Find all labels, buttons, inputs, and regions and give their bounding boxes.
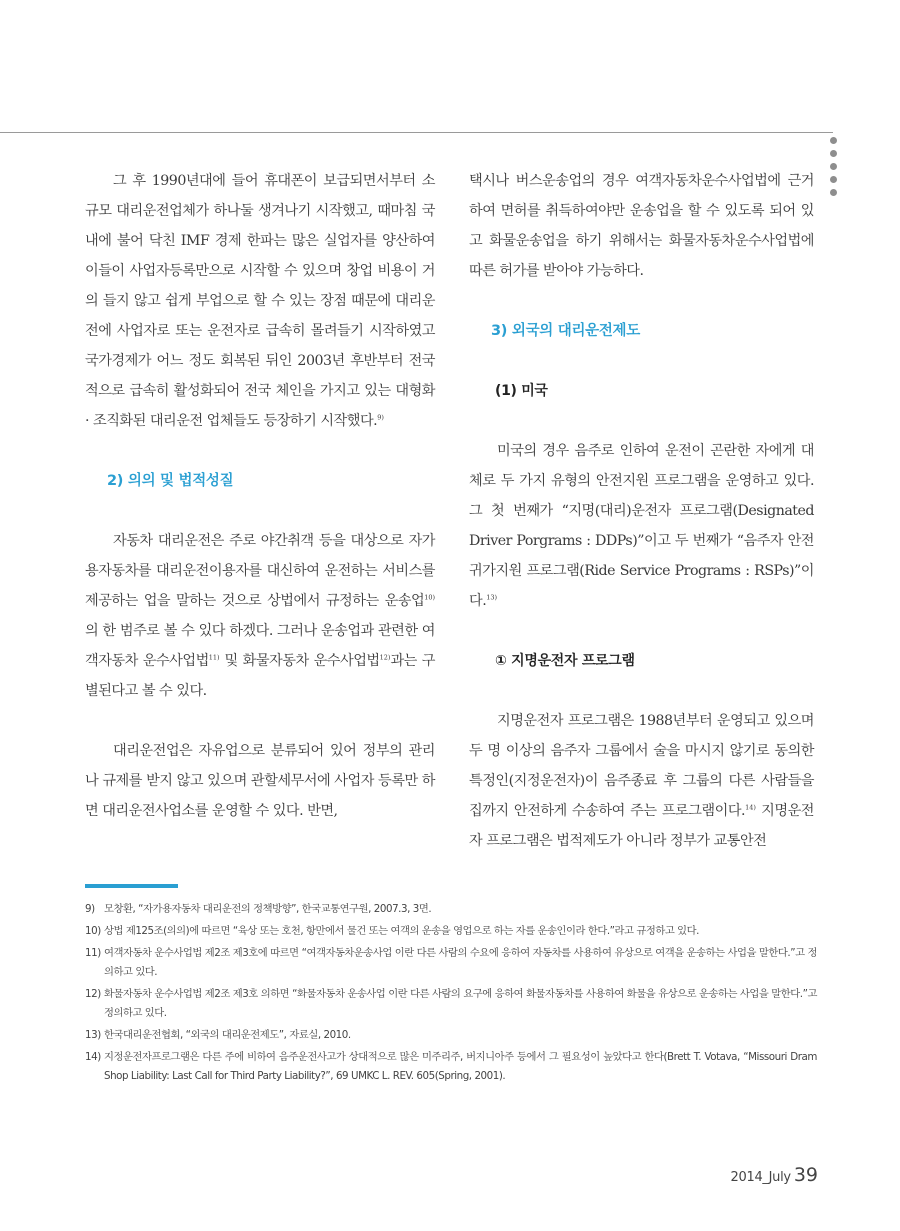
paragraph-designated-driver: 지명운전자 프로그램은 1988년부터 운영되고 있으며 두 명 이상의 음주자 그룹에서 술을 마시지 않기로 동의한 특정인(지정운전자)이 음주종료 후 그룹의 다른 사람들을 집까지 안전하게 수송하여 주는 프로그램이다.$^{14)}$ 지명운전자 프로그램은 법적제도가 아니라 정부가 교통안전 (469, 713, 814, 849)
paragraph-definition: 자동차 대리운전은 주로 야간취객 등을 대상으로 자가용자동차를 대리운전이용자를 대신하여 운전하는 서비스를 제공하는 업을 말하는 것으로 상법에서 규정하는 운송업$^{10)}$의 한 범주로 볼 수 있다 하겠다. 그러나 운송업과 관련한 여객자동차 운수사업법$^{11)}$ 및 화물자동차 운수사업법$^{12)}$과는 구별된다고 볼 수 있다. (85, 533, 435, 699)
dot (830, 150, 837, 157)
page-number: 39 (793, 1164, 818, 1186)
dot (830, 137, 837, 144)
header-rule (0, 132, 833, 133)
issue-label: 2014_July (730, 1170, 791, 1185)
footnote-rule (85, 884, 178, 888)
dot (830, 189, 837, 196)
section-heading-2: 2) 의의 및 법적성질 (107, 473, 234, 489)
section-heading-3: 3) 외국의 대리운전제도 (491, 323, 640, 339)
footnote: 12) 화물자동차 운수사업법 제2조 제3호 의하면 “화물자동차 운송사업 이란 다른 사람의 요구에 응하여 화물자동차를 사용하여 화물을 유상으로 운송하는 사업을 말한다.”고 정의하고 있다. (85, 988, 817, 1019)
paragraph-taxi: 택시나 버스운송업의 경우 여객자동차운수사업법에 근거하여 면허를 취득하여야만 운송업을 할 수 있도록 되어 있고 화물운송업을 하기 위해서는 화물자동차운수사업법에 따른 허가를 받아야 가능하다. (469, 173, 814, 279)
paragraph-history: 그 후 1990년대에 들어 휴대폰이 보급되면서부터 소규모 대리운전업체가 하나둘 생겨나기 시작했고, 때마침 국내에 불어 닥친 IMF 경제 한파는 많은 실업자를 양산하여 이들이 사업자등록만으로 시작할 수 있으며 창업 비용이 거의 들지 않고 쉽게 부업으로 할 수 있는 장점 때문에 대리운전에 사업자로 또는 운전자로 급속히 몰려들기 시작하였고 국가경제가 어느 정도 회복된 뒤인 2003년 후반부터 전국적으로 급속히 활성화되어 전국 체인을 가지고 있는 대형화 · 조직화된 대리운전 업체들도 등장하기 시작했다.$^{9)}$ (85, 173, 435, 429)
footnote: 11) 여객자동차 운수사업법 제2조 제3호에 따르면 “여객자동차운송사업 이란 다른 사람의 수요에 응하여 자동차를 사용하여 유상으로 여객을 운송하는 사업을 말한다.”고 정의하고 있다. (85, 947, 817, 978)
left-column (85, 166, 435, 826)
subheading-designated-driver: ① 지명운전자 프로그램 (495, 653, 635, 669)
footnote: 13) 한국대리운전협회, “외국의 대리운전제도”, 자료실, 2010. (85, 1029, 351, 1041)
right-column (469, 166, 814, 856)
dot (830, 163, 837, 170)
subheading-usa: (1) 미국 (495, 383, 548, 399)
page-footer (700, 1164, 818, 1186)
footnote: 10) 상법 제125조(의의)에 따르면 “육상 또는 호천, 항만에서 물건 또는 여객의 운송을 영업으로 하는 자를 운송인이라 한다.”라고 규정하고 있다. (85, 925, 699, 937)
dot (830, 176, 837, 183)
decorative-dots (829, 137, 839, 202)
paragraph-regulation: 대리운전업은 자유업으로 분류되어 있어 정부의 관리나 규제를 받지 않고 있으며 관할세무서에 사업자 등록만 하면 대리운전사업소를 운영할 수 있다. 반면, (85, 743, 435, 819)
paragraph-usa: 미국의 경우 음주로 인하여 운전이 곤란한 자에게 대체로 두 가지 유형의 안전지원 프로그램을 운영하고 있다. 그 첫 번째가 “지명(대리)운전자 프로그램(Designated Driver Porgrams : DDPs)”이고 두 번째가 “음주자 안전 귀가지원 프로그램(Ride Service Programs : RSPs)”이다.$^{13)}$ (469, 443, 814, 609)
footnote: 9) 모창환, “자가용자동차 대리운전의 정책방향”, 한국교통연구원, 2007.3, 3면. (85, 903, 432, 915)
footnotes (85, 900, 817, 1089)
footnote: 14) 지정운전자프로그램은 다른 주에 비하여 음주운전사고가 상대적으로 많은 미주리주, 버지니아주 등에서 그 필요성이 높았다고 한다(Brett T. Votava, “Missouri Dram Shop Liability: Last Call for Third Party Liability?”, 69 UMKC L. REV. 605(Spring, 2001). (85, 1051, 817, 1082)
